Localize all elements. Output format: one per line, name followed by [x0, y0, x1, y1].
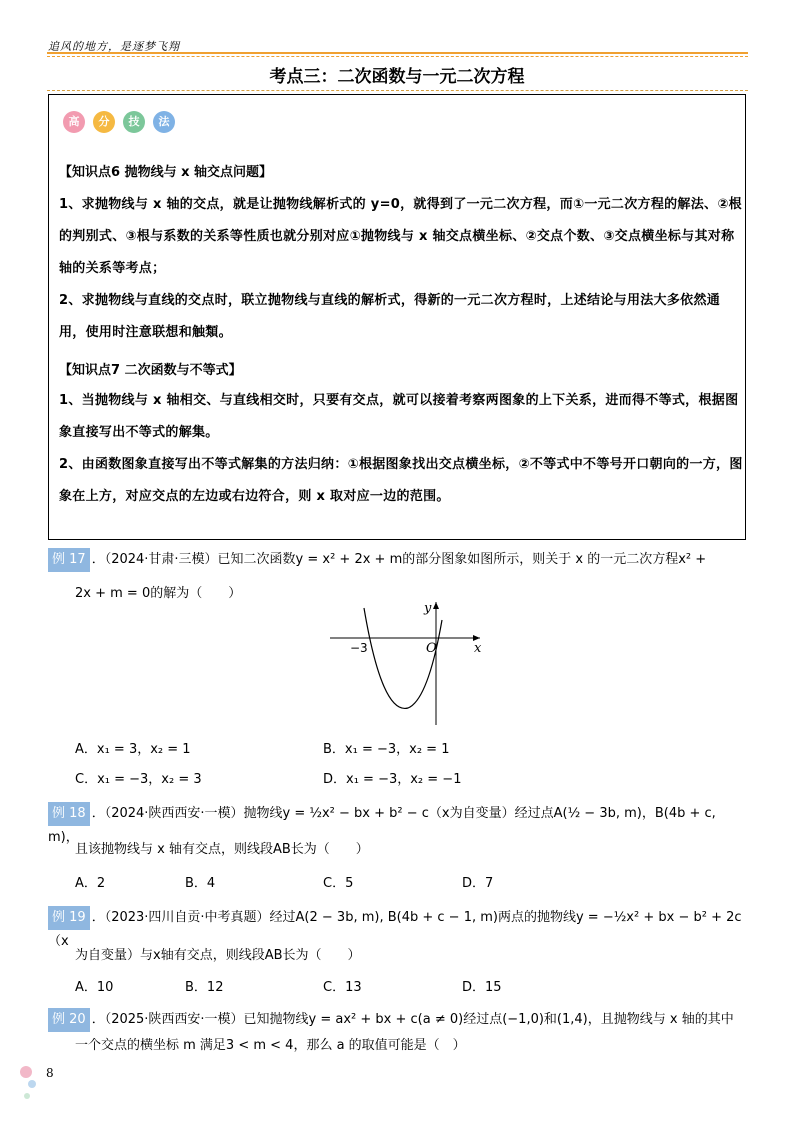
option-b: B．12 — [185, 980, 224, 995]
knowledge-heading: 【知识点7 二次函数与不等式】 — [59, 363, 242, 378]
header-rule — [47, 52, 748, 54]
option-a: A．x₁ = 3，x₂ = 1 — [75, 742, 191, 757]
option-d: D．15 — [462, 980, 502, 995]
option-c: C．13 — [323, 980, 362, 995]
bubble-icon — [28, 1080, 36, 1088]
knowledge-heading: 【知识点6 抛物线与 x 轴交点问题】 — [59, 165, 273, 180]
origin-label: O — [426, 641, 437, 656]
option-c: C．5 — [323, 876, 354, 891]
method-badge — [63, 105, 183, 139]
knowledge-paragraph: 2、由函数图象直接写出不等式解集的方法归纳：①根据图象找出交点横坐标，②不等式中不等号开口朝向的一方，图象在上方，对应交点的左边或右边符合，则 x 取对应一边的范围。 — [59, 457, 743, 504]
bubbles-decoration — [18, 1064, 42, 1108]
example-question: ．（2023·四川自贡·中考真题）经过A(2 − 3b, m), B(4b + c − 1, m)两点的抛物线y = −½x² + bx − b² + 2c（x — [48, 910, 742, 949]
option-b: B．x₁ = −3，x₂ = 1 — [323, 742, 450, 757]
y-axis-label: y — [424, 601, 432, 616]
example-question: ．（2024·甘肃·三模）已知二次函数y = x² + 2x + m的部分图象如图所示，则关于 x 的一元二次方程x² + — [91, 552, 707, 567]
neg3-label: −3 — [350, 641, 368, 655]
knowledge-paragraph: 1、求抛物线与 x 轴的交点，就是让抛物线解析式的 y=0，就得到了一元二次方程，而①一元二次方程的解法、②根的判别式、③根与系数的关系等性质也就分别对应①抛物线与 x 轴交点横坐标、②交点个数、③交点横坐标与其对称轴的关系等考点； — [59, 197, 742, 276]
option-d: D．7 — [462, 876, 494, 891]
badge-char: 高 — [63, 111, 85, 133]
example-question: ．（2025·陕西西安·一模）已知抛物线y = ax² + bx + c(a ≠ 0)经过点(−1,0)和(1,4)，且抛物线与 x 轴的其中 — [91, 1012, 734, 1027]
bubble-icon — [20, 1066, 32, 1078]
bubble-icon — [24, 1093, 30, 1099]
knowledge-box — [48, 94, 746, 540]
example-20 — [48, 1008, 748, 1032]
example-tag: 例 19 — [48, 906, 90, 930]
example-question: ．（2024·陕西西安·一模）抛物线y = ½x² − bx + b² − c（x为自变量）经过点A(½ − 3b, m)，B(4b + c, m)， — [48, 806, 716, 845]
parabola-curve — [364, 608, 442, 708]
example-question-cont: 一个交点的横坐标 m 满足3 < m < 4，那么 a 的取值可能是（ ） — [75, 1038, 466, 1053]
knowledge-paragraph: 2、求抛物线与直线的交点时，联立抛物线与直线的解析式，得新的一元二次方程时，上述结论与用法大多依然通用，使用时注意联想和触類。 — [59, 293, 721, 340]
option-a: A．2 — [75, 876, 106, 891]
example-question-cont: 且该抛物线与 x 轴有交点，则线段AB长为（ ） — [75, 842, 369, 857]
x-axis-label: x — [474, 641, 482, 656]
title-divider — [47, 90, 748, 91]
example-question-cont: 2x + m = 0的解为（ ） — [75, 586, 242, 601]
badge-char: 法 — [153, 111, 175, 133]
example-17 — [48, 548, 748, 572]
example-tag: 例 18 — [48, 802, 90, 826]
example-tag: 例 17 — [48, 548, 90, 572]
header-rule-dashed — [47, 56, 748, 57]
header-motto: 追风的地方，是逐梦飞翔 — [48, 40, 180, 53]
badge-char: 分 — [93, 111, 115, 133]
example-tag: 例 20 — [48, 1008, 90, 1032]
parabola-graph — [330, 600, 490, 730]
knowledge-paragraph: 1、当抛物线与 x 轴相交、与直线相交时，只要有交点，就可以接着考察两图象的上下关系，进而得不等式，根据图象直接写出不等式的解集。 — [59, 393, 739, 440]
option-a: A．10 — [75, 980, 114, 995]
y-axis-arrow — [433, 602, 439, 609]
section-title: 考点三：二次函数与一元二次方程 — [269, 67, 525, 87]
option-c: C．x₁ = −3，x₂ = 3 — [75, 772, 202, 787]
example-question-cont: 为自变量）与x轴有交点，则线段AB长为（ ） — [75, 948, 361, 963]
page-number: 8 — [46, 1066, 54, 1080]
badge-char: 技 — [123, 111, 145, 133]
option-b: B．4 — [185, 876, 216, 891]
option-d: D．x₁ = −3，x₂ = −1 — [323, 772, 462, 787]
